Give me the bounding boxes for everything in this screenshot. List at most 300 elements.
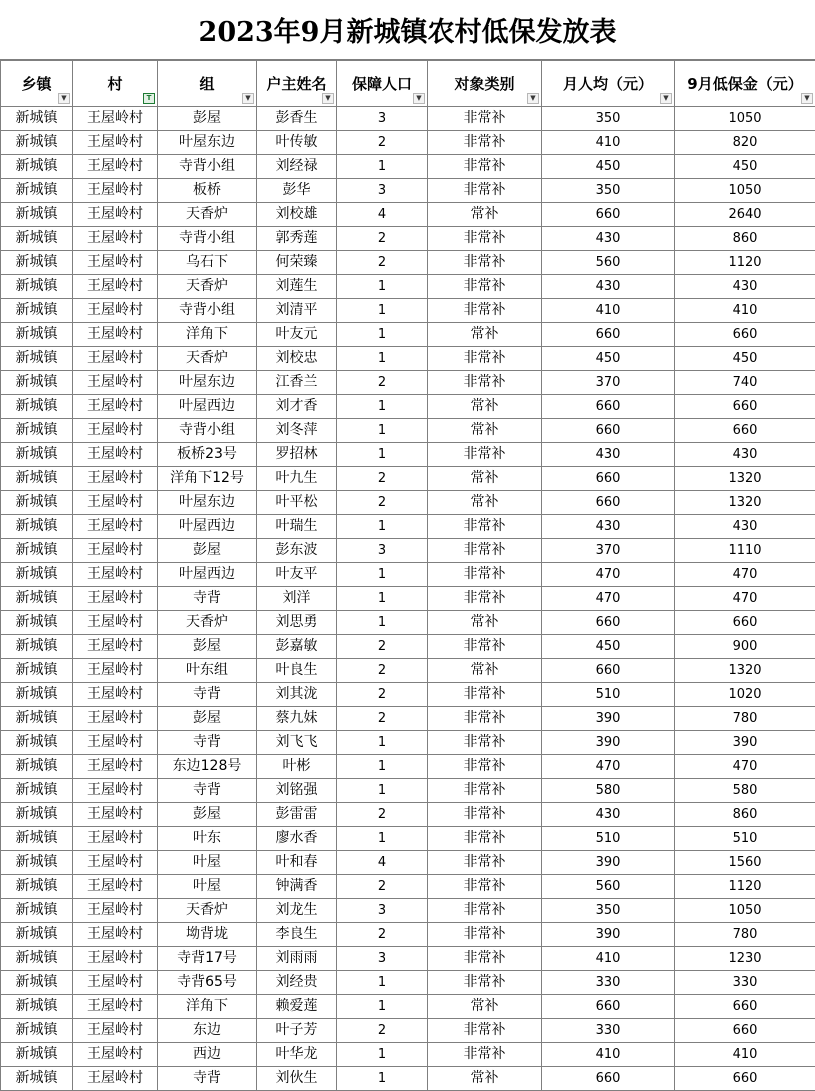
cell-head[interactable]: 蔡九妹 xyxy=(257,707,337,731)
cell-group[interactable]: 叶屋 xyxy=(158,875,257,899)
cell-town[interactable]: 新城镇 xyxy=(1,635,73,659)
cell-people[interactable]: 4 xyxy=(337,851,428,875)
cell-avg[interactable]: 660 xyxy=(542,491,675,515)
cell-town[interactable]: 新城镇 xyxy=(1,323,73,347)
cell-town[interactable]: 新城镇 xyxy=(1,251,73,275)
cell-avg[interactable]: 370 xyxy=(542,371,675,395)
cell-group[interactable]: 彭屋 xyxy=(158,707,257,731)
cell-people[interactable]: 1 xyxy=(337,779,428,803)
cell-village[interactable]: 王屋岭村 xyxy=(73,371,158,395)
cell-group[interactable]: 乌石下 xyxy=(158,251,257,275)
cell-group[interactable]: 坳背垅 xyxy=(158,923,257,947)
cell-type[interactable]: 非常补 xyxy=(428,851,542,875)
cell-avg[interactable]: 660 xyxy=(542,611,675,635)
cell-people[interactable]: 2 xyxy=(337,683,428,707)
cell-amount[interactable]: 580 xyxy=(675,779,815,803)
cell-head[interactable]: 刘其泷 xyxy=(257,683,337,707)
cell-amount[interactable]: 660 xyxy=(675,419,815,443)
cell-village[interactable]: 王屋岭村 xyxy=(73,155,158,179)
cell-amount[interactable]: 1020 xyxy=(675,683,815,707)
cell-people[interactable]: 2 xyxy=(337,467,428,491)
cell-village[interactable]: 王屋岭村 xyxy=(73,323,158,347)
cell-village[interactable]: 王屋岭村 xyxy=(73,299,158,323)
cell-people[interactable]: 1 xyxy=(337,1067,428,1091)
cell-group[interactable]: 天香炉 xyxy=(158,899,257,923)
cell-town[interactable]: 新城镇 xyxy=(1,155,73,179)
cell-group[interactable]: 西边 xyxy=(158,1043,257,1067)
cell-head[interactable]: 叶友元 xyxy=(257,323,337,347)
cell-village[interactable]: 王屋岭村 xyxy=(73,947,158,971)
cell-head[interactable]: 彭嘉敏 xyxy=(257,635,337,659)
cell-people[interactable]: 1 xyxy=(337,347,428,371)
cell-type[interactable]: 非常补 xyxy=(428,803,542,827)
cell-amount[interactable]: 450 xyxy=(675,347,815,371)
cell-town[interactable]: 新城镇 xyxy=(1,203,73,227)
cell-village[interactable]: 王屋岭村 xyxy=(73,923,158,947)
cell-town[interactable]: 新城镇 xyxy=(1,755,73,779)
cell-avg[interactable]: 580 xyxy=(542,779,675,803)
cell-town[interactable]: 新城镇 xyxy=(1,731,73,755)
cell-group[interactable]: 东边 xyxy=(158,1019,257,1043)
cell-group[interactable]: 寺背小组 xyxy=(158,155,257,179)
cell-head[interactable]: 彭香生 xyxy=(257,107,337,131)
cell-type[interactable]: 非常补 xyxy=(428,443,542,467)
cell-amount[interactable]: 330 xyxy=(675,971,815,995)
cell-type[interactable]: 非常补 xyxy=(428,539,542,563)
cell-type[interactable]: 常补 xyxy=(428,395,542,419)
cell-avg[interactable]: 510 xyxy=(542,683,675,707)
cell-type[interactable]: 常补 xyxy=(428,659,542,683)
cell-village[interactable]: 王屋岭村 xyxy=(73,731,158,755)
column-header-avg[interactable] xyxy=(542,61,675,107)
cell-village[interactable]: 王屋岭村 xyxy=(73,611,158,635)
cell-amount[interactable]: 390 xyxy=(675,731,815,755)
cell-amount[interactable]: 1110 xyxy=(675,539,815,563)
cell-village[interactable]: 王屋岭村 xyxy=(73,491,158,515)
cell-amount[interactable]: 660 xyxy=(675,611,815,635)
cell-town[interactable]: 新城镇 xyxy=(1,443,73,467)
cell-group[interactable]: 寺背小组 xyxy=(158,419,257,443)
cell-group[interactable]: 寺背 xyxy=(158,683,257,707)
cell-people[interactable]: 2 xyxy=(337,491,428,515)
cell-people[interactable]: 3 xyxy=(337,899,428,923)
cell-group[interactable]: 板桥23号 xyxy=(158,443,257,467)
cell-town[interactable]: 新城镇 xyxy=(1,779,73,803)
cell-town[interactable]: 新城镇 xyxy=(1,947,73,971)
cell-type[interactable]: 非常补 xyxy=(428,299,542,323)
cell-amount[interactable]: 1120 xyxy=(675,875,815,899)
cell-group[interactable]: 叶屋东边 xyxy=(158,131,257,155)
cell-village[interactable]: 王屋岭村 xyxy=(73,899,158,923)
cell-head[interactable]: 刘经贵 xyxy=(257,971,337,995)
cell-people[interactable]: 2 xyxy=(337,635,428,659)
cell-village[interactable]: 王屋岭村 xyxy=(73,131,158,155)
cell-amount[interactable]: 900 xyxy=(675,635,815,659)
cell-town[interactable]: 新城镇 xyxy=(1,923,73,947)
cell-head[interactable]: 彭东波 xyxy=(257,539,337,563)
cell-avg[interactable]: 560 xyxy=(542,875,675,899)
cell-people[interactable]: 2 xyxy=(337,707,428,731)
cell-type[interactable]: 非常补 xyxy=(428,779,542,803)
cell-amount[interactable]: 1050 xyxy=(675,179,815,203)
cell-type[interactable]: 非常补 xyxy=(428,1043,542,1067)
cell-people[interactable]: 2 xyxy=(337,227,428,251)
cell-avg[interactable]: 410 xyxy=(542,299,675,323)
cell-head[interactable]: 刘雨雨 xyxy=(257,947,337,971)
cell-avg[interactable]: 660 xyxy=(542,395,675,419)
cell-type[interactable]: 非常补 xyxy=(428,923,542,947)
cell-avg[interactable]: 390 xyxy=(542,731,675,755)
cell-town[interactable]: 新城镇 xyxy=(1,707,73,731)
cell-amount[interactable]: 660 xyxy=(675,323,815,347)
cell-head[interactable]: 彭华 xyxy=(257,179,337,203)
cell-group[interactable]: 天香炉 xyxy=(158,275,257,299)
cell-people[interactable]: 1 xyxy=(337,419,428,443)
cell-type[interactable]: 常补 xyxy=(428,995,542,1019)
cell-village[interactable]: 王屋岭村 xyxy=(73,443,158,467)
cell-town[interactable]: 新城镇 xyxy=(1,1019,73,1043)
cell-amount[interactable]: 780 xyxy=(675,707,815,731)
cell-town[interactable]: 新城镇 xyxy=(1,347,73,371)
cell-head[interactable]: 叶友平 xyxy=(257,563,337,587)
column-header-amount[interactable] xyxy=(675,61,815,107)
cell-town[interactable]: 新城镇 xyxy=(1,107,73,131)
cell-avg[interactable]: 470 xyxy=(542,755,675,779)
cell-type[interactable]: 非常补 xyxy=(428,755,542,779)
cell-people[interactable]: 2 xyxy=(337,923,428,947)
cell-type[interactable]: 非常补 xyxy=(428,227,542,251)
cell-type[interactable]: 常补 xyxy=(428,467,542,491)
cell-group[interactable]: 寺背65号 xyxy=(158,971,257,995)
cell-village[interactable]: 王屋岭村 xyxy=(73,179,158,203)
cell-group[interactable]: 彭屋 xyxy=(158,539,257,563)
cell-avg[interactable]: 660 xyxy=(542,1067,675,1091)
cell-head[interactable]: 江香兰 xyxy=(257,371,337,395)
cell-type[interactable]: 非常补 xyxy=(428,899,542,923)
cell-group[interactable]: 洋角下 xyxy=(158,995,257,1019)
cell-people[interactable]: 1 xyxy=(337,299,428,323)
cell-village[interactable]: 王屋岭村 xyxy=(73,875,158,899)
cell-avg[interactable]: 390 xyxy=(542,707,675,731)
cell-group[interactable]: 寺背 xyxy=(158,731,257,755)
column-header-town[interactable] xyxy=(1,61,73,107)
cell-people[interactable]: 2 xyxy=(337,131,428,155)
cell-group[interactable]: 寺背17号 xyxy=(158,947,257,971)
cell-group[interactable]: 东边128号 xyxy=(158,755,257,779)
cell-people[interactable]: 1 xyxy=(337,323,428,347)
cell-head[interactable]: 叶良生 xyxy=(257,659,337,683)
cell-avg[interactable]: 450 xyxy=(542,347,675,371)
cell-people[interactable]: 1 xyxy=(337,1043,428,1067)
cell-town[interactable]: 新城镇 xyxy=(1,395,73,419)
cell-village[interactable]: 王屋岭村 xyxy=(73,515,158,539)
cell-amount[interactable]: 470 xyxy=(675,563,815,587)
cell-group[interactable]: 叶东 xyxy=(158,827,257,851)
cell-amount[interactable]: 660 xyxy=(675,395,815,419)
cell-village[interactable]: 王屋岭村 xyxy=(73,563,158,587)
cell-head[interactable]: 叶华龙 xyxy=(257,1043,337,1067)
filter-active-icon[interactable]: T xyxy=(143,93,155,104)
cell-head[interactable]: 刘校雄 xyxy=(257,203,337,227)
cell-group[interactable]: 洋角下 xyxy=(158,323,257,347)
cell-head[interactable]: 何荣臻 xyxy=(257,251,337,275)
filter-dropdown-icon[interactable]: ▼ xyxy=(801,93,813,104)
cell-village[interactable]: 王屋岭村 xyxy=(73,995,158,1019)
cell-type[interactable]: 常补 xyxy=(428,491,542,515)
cell-avg[interactable]: 430 xyxy=(542,515,675,539)
cell-people[interactable]: 3 xyxy=(337,179,428,203)
cell-group[interactable]: 叶屋西边 xyxy=(158,563,257,587)
cell-type[interactable]: 非常补 xyxy=(428,683,542,707)
cell-head[interactable]: 李良生 xyxy=(257,923,337,947)
cell-group[interactable]: 彭屋 xyxy=(158,635,257,659)
cell-group[interactable]: 天香炉 xyxy=(158,347,257,371)
cell-amount[interactable]: 1050 xyxy=(675,107,815,131)
cell-type[interactable]: 非常补 xyxy=(428,251,542,275)
cell-amount[interactable]: 450 xyxy=(675,155,815,179)
cell-type[interactable]: 常补 xyxy=(428,611,542,635)
cell-avg[interactable]: 660 xyxy=(542,323,675,347)
cell-village[interactable]: 王屋岭村 xyxy=(73,1019,158,1043)
cell-type[interactable]: 常补 xyxy=(428,203,542,227)
cell-type[interactable]: 非常补 xyxy=(428,107,542,131)
cell-avg[interactable]: 350 xyxy=(542,179,675,203)
cell-village[interactable]: 王屋岭村 xyxy=(73,395,158,419)
cell-head[interactable]: 叶彬 xyxy=(257,755,337,779)
cell-village[interactable]: 王屋岭村 xyxy=(73,851,158,875)
cell-avg[interactable]: 350 xyxy=(542,899,675,923)
cell-head[interactable]: 刘清平 xyxy=(257,299,337,323)
cell-amount[interactable]: 1320 xyxy=(675,659,815,683)
column-header-group[interactable] xyxy=(158,61,257,107)
cell-village[interactable]: 王屋岭村 xyxy=(73,683,158,707)
cell-amount[interactable]: 660 xyxy=(675,995,815,1019)
cell-town[interactable]: 新城镇 xyxy=(1,995,73,1019)
cell-village[interactable]: 王屋岭村 xyxy=(73,467,158,491)
cell-type[interactable]: 非常补 xyxy=(428,731,542,755)
cell-village[interactable]: 王屋岭村 xyxy=(73,419,158,443)
cell-head[interactable]: 刘冬萍 xyxy=(257,419,337,443)
cell-town[interactable]: 新城镇 xyxy=(1,227,73,251)
cell-people[interactable]: 2 xyxy=(337,251,428,275)
cell-avg[interactable]: 660 xyxy=(542,419,675,443)
cell-people[interactable]: 1 xyxy=(337,971,428,995)
cell-town[interactable]: 新城镇 xyxy=(1,1043,73,1067)
filter-dropdown-icon[interactable]: ▼ xyxy=(527,93,539,104)
cell-village[interactable]: 王屋岭村 xyxy=(73,1067,158,1091)
cell-type[interactable]: 非常补 xyxy=(428,179,542,203)
cell-town[interactable]: 新城镇 xyxy=(1,851,73,875)
cell-avg[interactable]: 470 xyxy=(542,563,675,587)
cell-group[interactable]: 天香炉 xyxy=(158,203,257,227)
cell-type[interactable]: 非常补 xyxy=(428,563,542,587)
cell-village[interactable]: 王屋岭村 xyxy=(73,251,158,275)
filter-dropdown-icon[interactable]: ▼ xyxy=(242,93,254,104)
cell-type[interactable]: 非常补 xyxy=(428,515,542,539)
cell-avg[interactable]: 510 xyxy=(542,827,675,851)
cell-head[interactable]: 叶子芳 xyxy=(257,1019,337,1043)
cell-head[interactable]: 钟满香 xyxy=(257,875,337,899)
cell-people[interactable]: 1 xyxy=(337,587,428,611)
cell-type[interactable]: 常补 xyxy=(428,323,542,347)
column-header-village[interactable] xyxy=(73,61,158,107)
cell-avg[interactable]: 410 xyxy=(542,131,675,155)
cell-group[interactable]: 寺背 xyxy=(158,1067,257,1091)
cell-people[interactable]: 1 xyxy=(337,995,428,1019)
cell-village[interactable]: 王屋岭村 xyxy=(73,659,158,683)
cell-town[interactable]: 新城镇 xyxy=(1,179,73,203)
cell-group[interactable]: 叶屋东边 xyxy=(158,371,257,395)
cell-type[interactable]: 常补 xyxy=(428,419,542,443)
cell-amount[interactable]: 410 xyxy=(675,299,815,323)
cell-avg[interactable]: 350 xyxy=(542,107,675,131)
cell-amount[interactable]: 430 xyxy=(675,443,815,467)
cell-head[interactable]: 叶九生 xyxy=(257,467,337,491)
cell-village[interactable]: 王屋岭村 xyxy=(73,707,158,731)
cell-type[interactable]: 非常补 xyxy=(428,827,542,851)
cell-avg[interactable]: 410 xyxy=(542,947,675,971)
cell-village[interactable]: 王屋岭村 xyxy=(73,539,158,563)
cell-town[interactable]: 新城镇 xyxy=(1,587,73,611)
cell-avg[interactable]: 450 xyxy=(542,155,675,179)
cell-group[interactable]: 叶东组 xyxy=(158,659,257,683)
cell-town[interactable]: 新城镇 xyxy=(1,827,73,851)
cell-village[interactable]: 王屋岭村 xyxy=(73,587,158,611)
cell-people[interactable]: 2 xyxy=(337,875,428,899)
cell-type[interactable]: 非常补 xyxy=(428,587,542,611)
cell-group[interactable]: 叶屋 xyxy=(158,851,257,875)
cell-type[interactable]: 非常补 xyxy=(428,971,542,995)
cell-avg[interactable]: 430 xyxy=(542,803,675,827)
cell-town[interactable]: 新城镇 xyxy=(1,971,73,995)
cell-town[interactable]: 新城镇 xyxy=(1,1067,73,1091)
cell-amount[interactable]: 430 xyxy=(675,275,815,299)
cell-head[interactable]: 叶平松 xyxy=(257,491,337,515)
cell-people[interactable]: 1 xyxy=(337,443,428,467)
cell-group[interactable]: 彭屋 xyxy=(158,803,257,827)
cell-people[interactable]: 1 xyxy=(337,731,428,755)
cell-people[interactable]: 2 xyxy=(337,371,428,395)
cell-group[interactable]: 板桥 xyxy=(158,179,257,203)
cell-amount[interactable]: 660 xyxy=(675,1067,815,1091)
cell-amount[interactable]: 780 xyxy=(675,923,815,947)
cell-people[interactable]: 3 xyxy=(337,539,428,563)
cell-town[interactable]: 新城镇 xyxy=(1,539,73,563)
cell-amount[interactable]: 1050 xyxy=(675,899,815,923)
cell-town[interactable]: 新城镇 xyxy=(1,299,73,323)
cell-town[interactable]: 新城镇 xyxy=(1,491,73,515)
cell-type[interactable]: 非常补 xyxy=(428,635,542,659)
cell-head[interactable]: 叶瑞生 xyxy=(257,515,337,539)
cell-village[interactable]: 王屋岭村 xyxy=(73,107,158,131)
cell-people[interactable]: 2 xyxy=(337,659,428,683)
cell-amount[interactable]: 470 xyxy=(675,587,815,611)
cell-people[interactable]: 1 xyxy=(337,611,428,635)
cell-head[interactable]: 叶和春 xyxy=(257,851,337,875)
cell-head[interactable]: 叶传敏 xyxy=(257,131,337,155)
cell-head[interactable]: 赖爱莲 xyxy=(257,995,337,1019)
cell-people[interactable]: 3 xyxy=(337,107,428,131)
filter-dropdown-icon[interactable]: ▼ xyxy=(322,93,334,104)
cell-head[interactable]: 罗招林 xyxy=(257,443,337,467)
cell-avg[interactable]: 410 xyxy=(542,1043,675,1067)
cell-avg[interactable]: 470 xyxy=(542,587,675,611)
cell-town[interactable]: 新城镇 xyxy=(1,899,73,923)
cell-group[interactable]: 彭屋 xyxy=(158,107,257,131)
cell-town[interactable]: 新城镇 xyxy=(1,803,73,827)
cell-amount[interactable]: 2640 xyxy=(675,203,815,227)
filter-dropdown-icon[interactable]: ▼ xyxy=(660,93,672,104)
cell-type[interactable]: 非常补 xyxy=(428,707,542,731)
cell-avg[interactable]: 330 xyxy=(542,1019,675,1043)
cell-avg[interactable]: 370 xyxy=(542,539,675,563)
cell-head[interactable]: 刘校忠 xyxy=(257,347,337,371)
cell-head[interactable]: 刘经禄 xyxy=(257,155,337,179)
cell-group[interactable]: 寺背小组 xyxy=(158,227,257,251)
cell-avg[interactable]: 390 xyxy=(542,923,675,947)
cell-people[interactable]: 3 xyxy=(337,947,428,971)
cell-amount[interactable]: 470 xyxy=(675,755,815,779)
cell-head[interactable]: 彭雷雷 xyxy=(257,803,337,827)
cell-group[interactable]: 天香炉 xyxy=(158,611,257,635)
cell-head[interactable]: 刘思勇 xyxy=(257,611,337,635)
cell-town[interactable]: 新城镇 xyxy=(1,875,73,899)
cell-avg[interactable]: 660 xyxy=(542,467,675,491)
cell-village[interactable]: 王屋岭村 xyxy=(73,779,158,803)
cell-people[interactable]: 1 xyxy=(337,395,428,419)
cell-type[interactable]: 非常补 xyxy=(428,1019,542,1043)
filter-dropdown-icon[interactable]: ▼ xyxy=(58,93,70,104)
cell-village[interactable]: 王屋岭村 xyxy=(73,755,158,779)
cell-head[interactable]: 刘飞飞 xyxy=(257,731,337,755)
cell-amount[interactable]: 820 xyxy=(675,131,815,155)
cell-amount[interactable]: 1120 xyxy=(675,251,815,275)
cell-head[interactable]: 刘洋 xyxy=(257,587,337,611)
cell-group[interactable]: 寺背 xyxy=(158,587,257,611)
cell-amount[interactable]: 660 xyxy=(675,1019,815,1043)
cell-amount[interactable]: 410 xyxy=(675,1043,815,1067)
cell-people[interactable]: 2 xyxy=(337,803,428,827)
cell-amount[interactable]: 740 xyxy=(675,371,815,395)
cell-avg[interactable]: 430 xyxy=(542,443,675,467)
cell-town[interactable]: 新城镇 xyxy=(1,275,73,299)
cell-people[interactable]: 1 xyxy=(337,827,428,851)
cell-group[interactable]: 洋角下12号 xyxy=(158,467,257,491)
cell-group[interactable]: 寺背小组 xyxy=(158,299,257,323)
cell-town[interactable]: 新城镇 xyxy=(1,419,73,443)
cell-avg[interactable]: 660 xyxy=(542,659,675,683)
cell-group[interactable]: 叶屋东边 xyxy=(158,491,257,515)
cell-amount[interactable]: 1320 xyxy=(675,467,815,491)
cell-people[interactable]: 1 xyxy=(337,155,428,179)
cell-village[interactable]: 王屋岭村 xyxy=(73,635,158,659)
cell-people[interactable]: 1 xyxy=(337,563,428,587)
cell-village[interactable]: 王屋岭村 xyxy=(73,803,158,827)
cell-head[interactable]: 郭秀莲 xyxy=(257,227,337,251)
cell-type[interactable]: 非常补 xyxy=(428,131,542,155)
cell-people[interactable]: 2 xyxy=(337,1019,428,1043)
cell-group[interactable]: 叶屋西边 xyxy=(158,515,257,539)
cell-village[interactable]: 王屋岭村 xyxy=(73,1043,158,1067)
cell-avg[interactable]: 450 xyxy=(542,635,675,659)
column-header-head[interactable] xyxy=(257,61,337,107)
cell-village[interactable]: 王屋岭村 xyxy=(73,227,158,251)
cell-type[interactable]: 非常补 xyxy=(428,347,542,371)
cell-type[interactable]: 非常补 xyxy=(428,275,542,299)
cell-head[interactable]: 刘才香 xyxy=(257,395,337,419)
filter-dropdown-icon[interactable]: ▼ xyxy=(413,93,425,104)
cell-village[interactable]: 王屋岭村 xyxy=(73,827,158,851)
